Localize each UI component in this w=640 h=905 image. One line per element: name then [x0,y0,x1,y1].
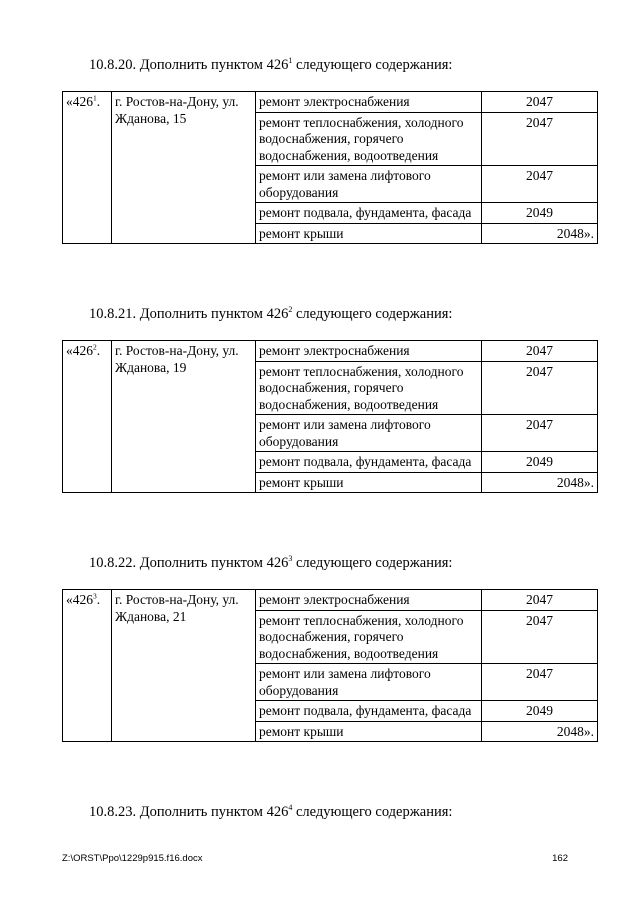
superscript: 3 [93,591,97,601]
table-row [63,341,598,362]
table-row [63,92,598,113]
item-number [63,590,112,742]
superscript: 1 [93,93,97,103]
year-cell: 2047 [482,166,598,203]
year-cell: 2047 [482,341,598,362]
paragraph-text: 10.8.23. Дополнить пунктом 426 [89,804,289,820]
item-number [63,341,112,493]
year-cell: 2049 [482,452,598,473]
paragraph-text: следующего содержания: [292,57,453,73]
paragraph-10-8-22 [89,555,452,572]
table-row [63,590,598,611]
item-number-text: «426 [66,94,93,109]
item-number-text: «426 [66,592,93,607]
paragraph-text: 10.8.22. Дополнить пунктом 426 [89,555,289,571]
work-cell: ремонт подвала, фундамента, фасада [256,203,482,224]
superscript: 3 [288,554,293,564]
year-cell: 2049 [482,203,598,224]
work-cell: ремонт подвала, фундамента, фасада [256,452,482,473]
work-cell: ремонт теплоснабжения, холодного водоснабжения, горячего водоснабжения, водоотведения [256,361,482,415]
object-table-426-3 [62,589,598,742]
paragraph-text: следующего содержания: [292,555,453,571]
year-cell: 2047 [482,112,598,166]
item-number-text: . [96,343,101,358]
footer-page-number: 162 [552,853,568,864]
year-cell: 2047 [482,590,598,611]
paragraph-10-8-21 [89,306,452,323]
address-cell: г. Ростов-на-Дону, ул. Жданова, 21 [112,590,256,742]
work-cell: ремонт электроснабжения [256,590,482,611]
work-cell: ремонт или замена лифтового оборудования [256,415,482,452]
work-cell: ремонт теплоснабжения, холодного водоснабжения, горячего водоснабжения, водоотведения [256,112,482,166]
item-number [63,92,112,244]
item-number-text: . [96,94,101,109]
year-cell: 2047 [482,415,598,452]
work-cell: ремонт электроснабжения [256,92,482,113]
object-table-426-1 [62,91,598,244]
paragraph-10-8-23 [89,804,452,821]
item-number-text: «426 [66,343,93,358]
year-cell: 2049 [482,701,598,722]
paragraph-text: следующего содержания: [292,306,453,322]
paragraph-text: 10.8.20. Дополнить пунктом 426 [89,57,289,73]
work-cell: ремонт или замена лифтового оборудования [256,664,482,701]
superscript: 2 [288,305,293,315]
item-number-text: . [96,592,101,607]
year-cell: 2047 [482,361,598,415]
work-cell: ремонт теплоснабжения, холодного водоснабжения, горячего водоснабжения, водоотведения [256,610,482,664]
superscript: 4 [288,803,293,813]
object-table-426-2 [62,340,598,493]
footer-file-path: Z:\ORST\Ppo\1229p915.f16.docx [62,853,203,864]
year-cell: 2048». [482,223,598,244]
work-cell: ремонт или замена лифтового оборудования [256,166,482,203]
year-cell: 2047 [482,664,598,701]
paragraph-10-8-20 [89,57,452,74]
superscript: 1 [288,56,293,66]
work-cell: ремонт подвала, фундамента, фасада [256,701,482,722]
address-cell: г. Ростов-на-Дону, ул. Жданова, 19 [112,341,256,493]
paragraph-text: следующего содержания: [292,804,453,820]
year-cell: 2048». [482,721,598,742]
address-cell: г. Ростов-на-Дону, ул. Жданова, 15 [112,92,256,244]
year-cell: 2047 [482,92,598,113]
work-cell: ремонт крыши [256,472,482,493]
superscript: 2 [93,342,97,352]
year-cell: 2048». [482,472,598,493]
work-cell: ремонт крыши [256,721,482,742]
paragraph-text: 10.8.21. Дополнить пунктом 426 [89,306,289,322]
year-cell: 2047 [482,610,598,664]
work-cell: ремонт крыши [256,223,482,244]
work-cell: ремонт электроснабжения [256,341,482,362]
